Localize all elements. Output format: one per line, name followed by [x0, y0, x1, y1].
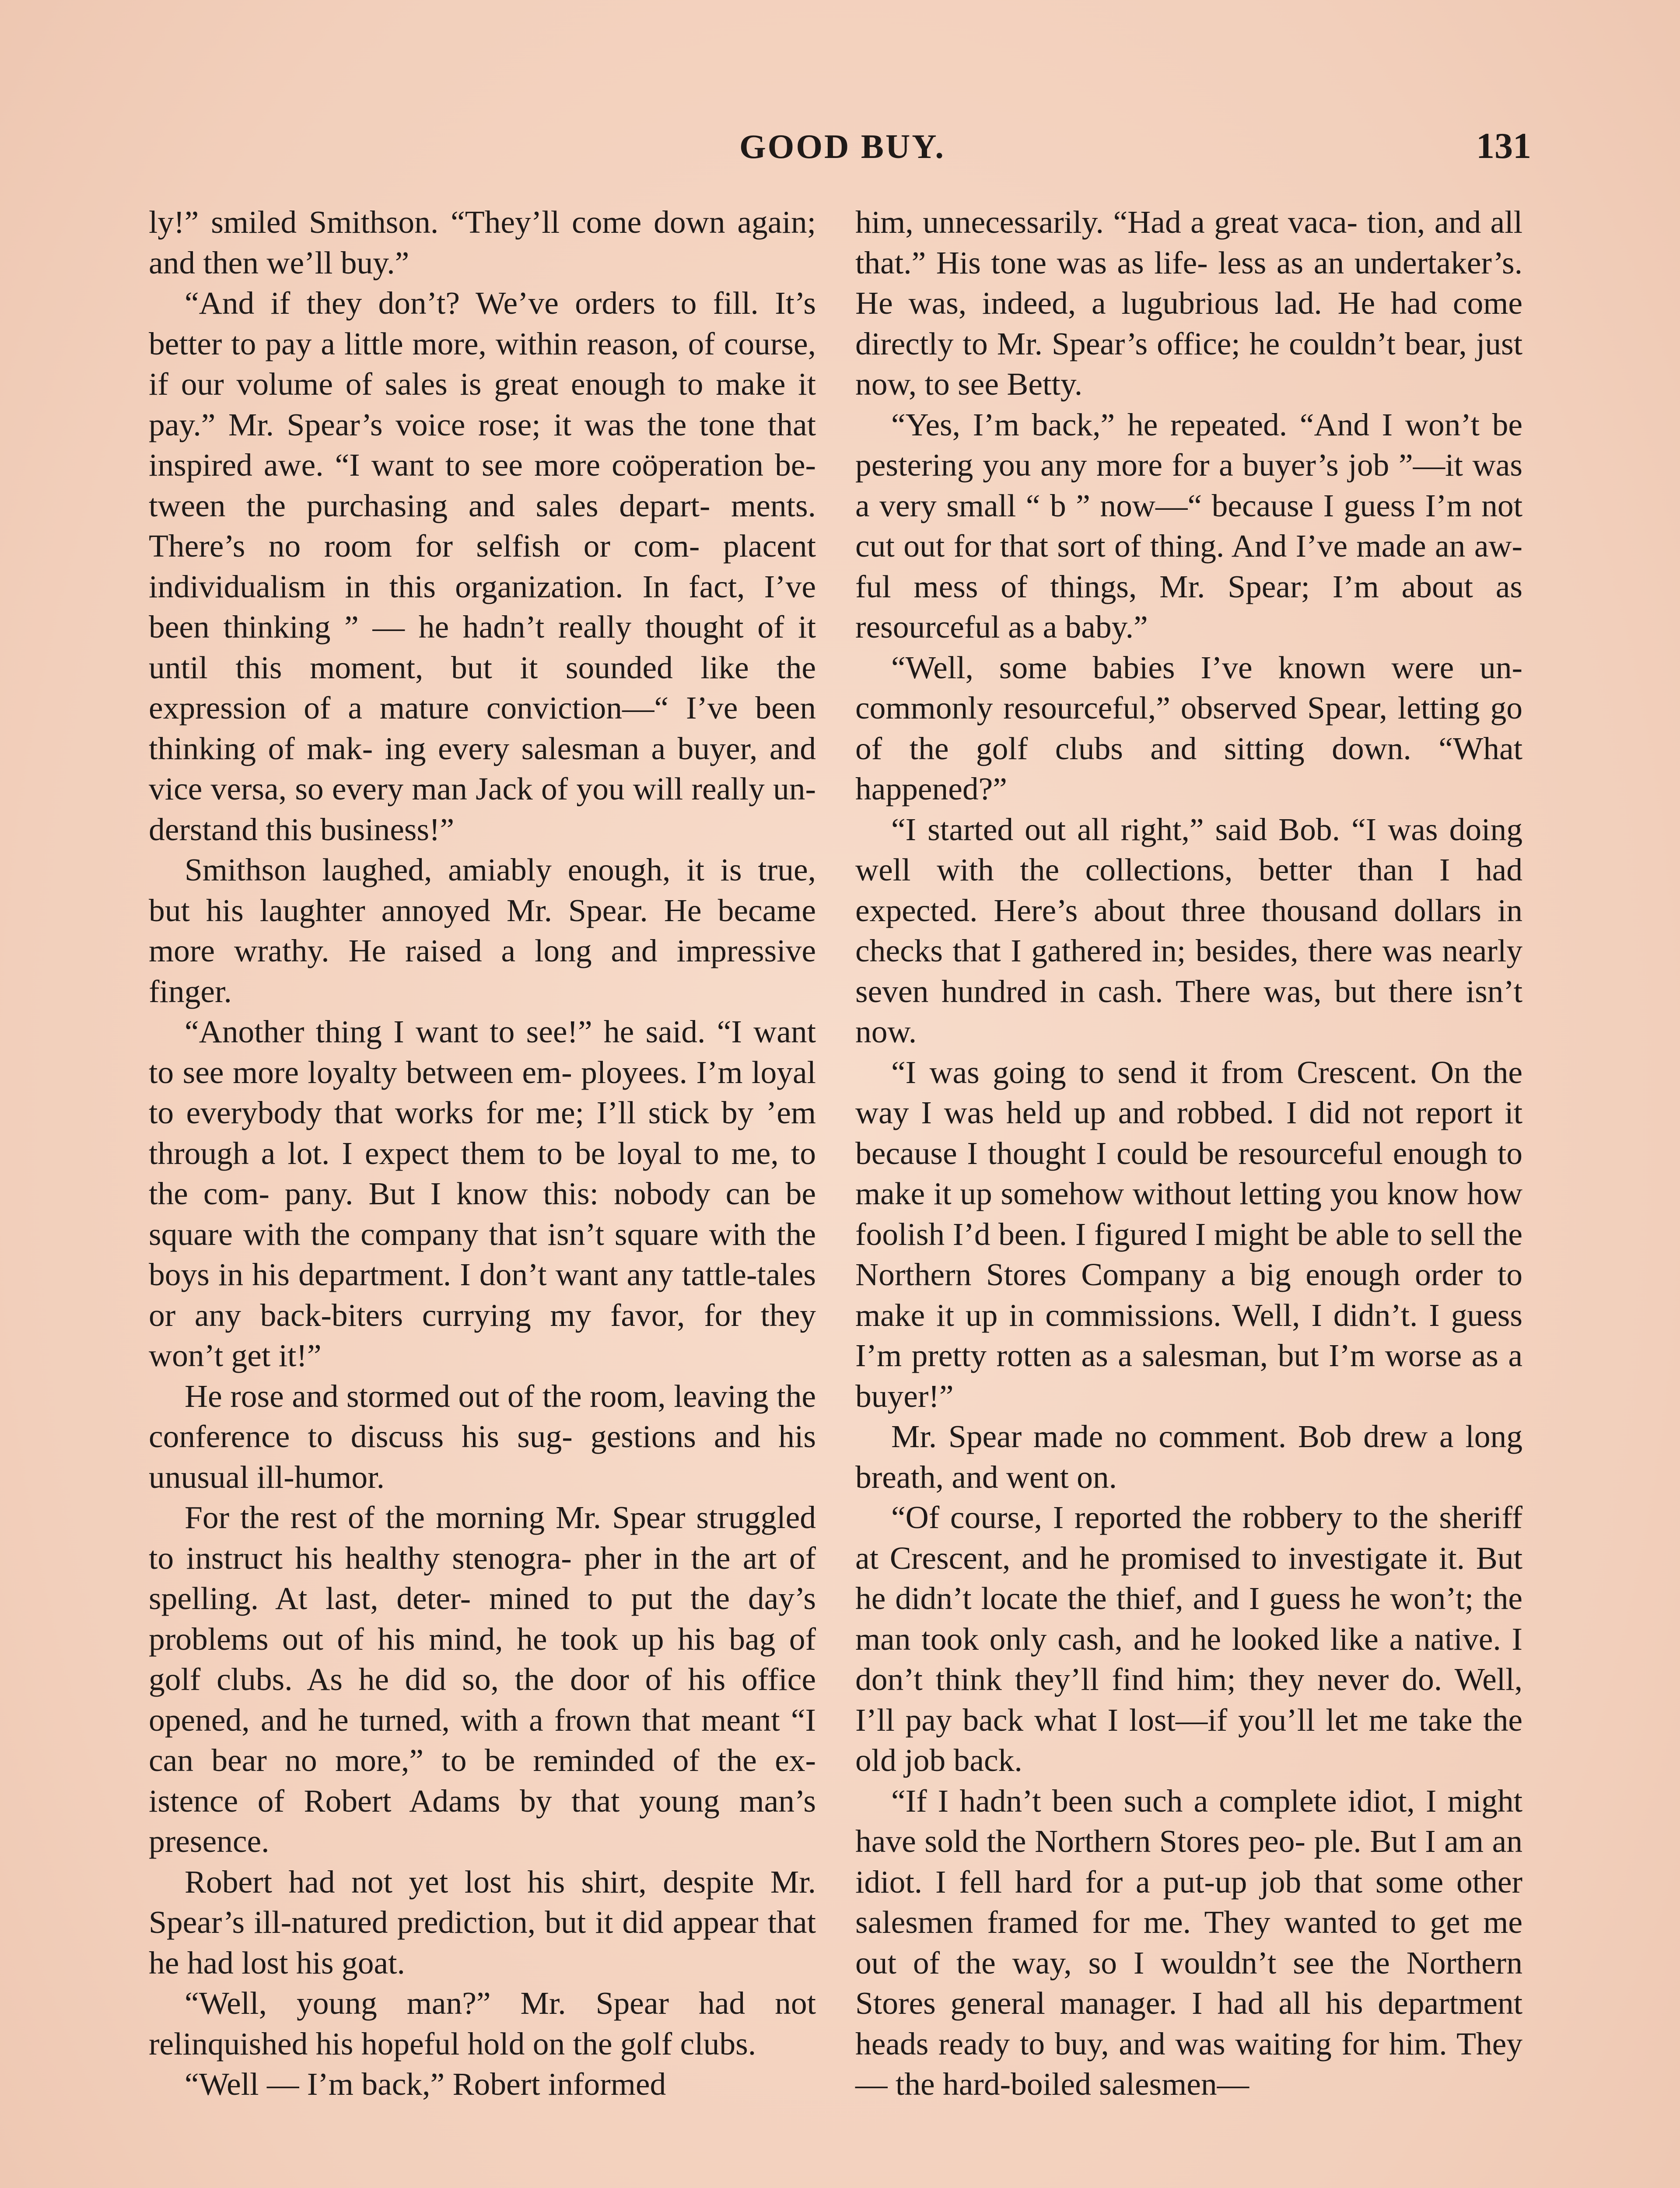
paragraph: “I started out all right,” said Bob. “I was doing well with the collections, better than I had expected. Here’s about three thousand dollars in checks that I gathered in; besides, there was nearly seven hundred in cash. There was, but there isn’t now.	[855, 811, 1522, 1049]
paragraph: He rose and stormed out of the room, leaving the conference to discuss his sug- gestions and his unusual ill-humor.	[149, 1378, 816, 1495]
paragraph: “Another thing I want to see!” he said. “I want to see more loyalty between em- ployees. I’m loyal to everybody that works for me; I’ll stick by ’em through a lot. I expect them to be loyal to me, to the com- pany. But I know this: nobody can be square with the company that isn’t square with the boys in his department. I don’t want any tattle-tales or any back-biters currying my favor, for they won’t get it!”	[149, 1014, 816, 1373]
paragraph: “Yes, I’m back,” he repeated. “And I won’t be pestering you any more for a buyer’s job ”—it was a very small “ b ” now—“ because I guess I’m not cut out for that sort of thing. And I’ve made an aw- ful mess of things, Mr. Spear; I’m about as resourceful as a baby.”	[855, 407, 1522, 645]
paragraph: him, unnecessarily. “Had a great vaca- tion, and all that.” His tone was as life- less as an undertaker’s. He was, indeed, a lugubrious lad. He had come directly to Mr. Spear’s office; he couldn’t bear, just now, to see Betty.	[855, 204, 1522, 402]
paragraph: “Well, some babies I’ve known were un- commonly resourceful,” observed Spear, letting go of the golf clubs and sitting down. “What happened?”	[855, 649, 1522, 806]
paragraph: “Well — I’m back,” Robert informed	[185, 2066, 666, 2102]
running-head: GOOD BUY.	[739, 127, 945, 165]
paragraph: Robert had not yet lost his shirt, despite Mr. Spear’s ill-natured prediction, but it did appear that he had lost his goat.	[149, 1864, 816, 1981]
paragraph: “If I hadn’t been such a complete idiot, I might have sold the Northern Stores peo- ple. But I am an idiot. I fell hard for a put-up job that some other salesmen framed for me. They wanted to get me out of the way, so I wouldn’t see the Northern Stores general manager. I had all his department heads ready to buy, and was waiting for him. They — the hard-boiled salesmen—	[855, 1783, 1522, 2102]
paragraph: Mr. Spear made no comment. Bob drew a long breath, and went on.	[855, 1419, 1522, 1495]
right-column	[855, 202, 1522, 2105]
left-column	[149, 202, 816, 2105]
paragraph: ly!” smiled Smithson. “They’ll come down again; and then we’ll buy.”	[149, 204, 816, 281]
page-number: 131	[1476, 126, 1531, 166]
paragraph: “Well, young man?” Mr. Spear had not relinquished his hopeful hold on the golf clubs.	[149, 1985, 816, 2062]
paragraph: “And if they don’t? We’ve orders to fill. It’s better to pay a little more, within reason, of course, if our volume of sales is great enough to make it pay.” Mr. Spear’s voice rose; it was the tone that inspired awe. “I want to see more coöperation be- tween the purchasing and sales depart- ments. There’s no room for selfish or com- placent individualism in this organization. In fact, I’ve been thinking ” — he hadn’t really thought of it until this moment, but it sounded like the expression of a mature conviction—“ I’ve been thinking of mak- ing every salesman a buyer, and vice versa, so every man Jack of you will really un- derstand this business!”	[149, 285, 816, 847]
paragraph: “Of course, I reported the robbery to the sheriff at Crescent, and he promised to investigate it. But he didn’t locate the thief, and I guess he won’t; the man took only cash, and he looked like a native. I don’t think they’ll find him; they never do. Well, I’ll pay back what I lost—if you’ll let me take the old job back.	[855, 1500, 1522, 1778]
paragraph: For the rest of the morning Mr. Spear struggled to instruct his healthy stenogra- pher in the art of spelling. At last, deter- mined to put the day’s problems out of his mind, he took up his bag of golf clubs. As he did so, the door of his office opened, and he turned, with a frown that meant “I can bear no more,” to be reminded of the ex- istence of Robert Adams by that young man’s presence.	[149, 1500, 816, 1859]
paragraph: Smithson laughed, amiably enough, it is true, but his laughter annoyed Mr. Spear. He became more wrathy. He raised a long and impressive finger.	[149, 852, 816, 1009]
paragraph: “I was going to send it from Crescent. On the way I was held up and robbed. I did not report it because I thought I could be resourceful enough to make it up somehow without letting you know how foolish I’d been. I figured I might be able to sell the Northern Stores Company a big enough order to make it up in commissions. Well, I didn’t. I guess I’m pretty rotten as a salesman, but I’m worse as a buyer!”	[855, 1054, 1522, 1414]
